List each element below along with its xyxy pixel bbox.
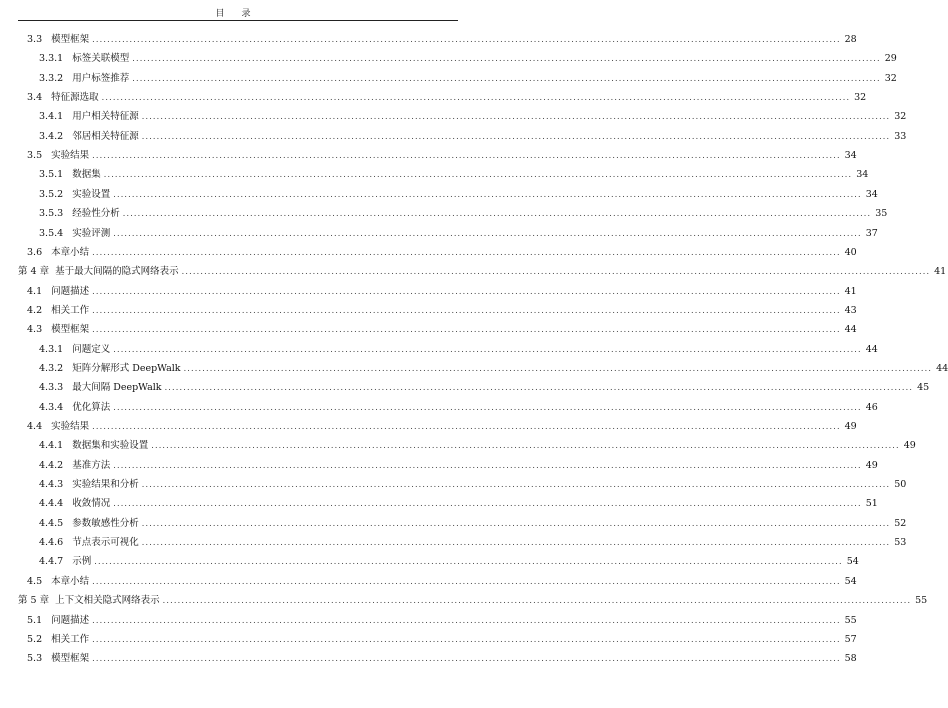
toc-dot-leader: ........................................................................................................................................................................................................ xyxy=(92,325,841,335)
toc-dot-leader: ........................................................................................................................................................................................................ xyxy=(162,596,912,606)
toc-entry-number: 4.3.3 xyxy=(39,382,64,394)
toc-entry-title: 数据集和实验设置 xyxy=(72,440,149,452)
toc-entry-title: 示例 xyxy=(72,556,92,568)
toc-entry-title: 实验结果 xyxy=(51,421,90,432)
toc-entry-title: 收敛情况 xyxy=(72,498,111,510)
toc-entry-number: 4.4.6 xyxy=(39,537,64,549)
toc-entry-number: 4.2 xyxy=(27,304,43,316)
toc-chapter-entry[interactable] xyxy=(18,264,947,280)
toc-dot-leader: ........................................................................................................................................................................................................ xyxy=(141,538,891,548)
toc-entry[interactable] xyxy=(27,90,867,106)
toc-entry-title: 实验结果和分析 xyxy=(72,479,139,491)
toc-entry-title: 特征源选取 xyxy=(51,92,99,104)
toc-entry-title: 模型框架 xyxy=(51,34,90,45)
toc-entry-number: 3.5 xyxy=(27,150,43,162)
toc-entry-page-number: 53 xyxy=(894,537,907,549)
toc-entry[interactable] xyxy=(39,400,878,416)
toc-entry-title: 数据集 xyxy=(72,169,101,181)
toc-entry[interactable] xyxy=(27,284,857,300)
toc-entry-page-number: 46 xyxy=(865,401,878,413)
toc-entry-number: 4.3.1 xyxy=(39,343,64,355)
toc-entry-number: 3.3.2 xyxy=(39,72,64,84)
toc-dot-leader: ........................................................................................................................................................................................................ xyxy=(113,402,862,412)
toc-entry-page-number: 35 xyxy=(875,208,888,220)
toc-dot-leader: ........................................................................................................................................................................................................ xyxy=(92,305,841,315)
toc-entry-page-number: 52 xyxy=(894,517,907,529)
toc-dot-leader: ........................................................................................................................................................................................................ xyxy=(101,93,851,103)
toc-entry-number: 4.4.1 xyxy=(39,440,64,452)
toc-entry-number: 3.5.2 xyxy=(39,188,64,200)
toc-dot-leader: ........................................................................................................................................................................................................ xyxy=(92,576,841,586)
toc-dot-leader: ........................................................................................................................................................................................................ xyxy=(92,286,841,296)
toc-entry-title: 用户相关特征源 xyxy=(72,111,139,123)
toc-entry[interactable] xyxy=(39,380,930,396)
toc-entry-number: 4.4.3 xyxy=(39,479,64,491)
toc-entry-page-number: 49 xyxy=(844,421,857,432)
toc-entry[interactable] xyxy=(39,226,878,242)
running-head-title: 目 录 xyxy=(215,9,255,19)
toc-entry-title: 模型框架 xyxy=(51,324,90,336)
toc-dot-leader: ........................................................................................................................................................................................................ xyxy=(113,499,862,509)
toc-entry-page-number: 49 xyxy=(903,440,916,452)
toc-entry-page-number: 34 xyxy=(865,188,878,200)
toc-entry-title: 模型框架 xyxy=(51,653,90,665)
toc-entry-title: 矩阵分解形式 DeepWalk xyxy=(72,362,181,374)
toc-entry[interactable] xyxy=(27,419,857,435)
toc-dot-leader: ........................................................................................................................................................................................................ xyxy=(141,131,891,141)
toc-entry-title: 参数敏感性分析 xyxy=(72,517,139,529)
toc-entry-title: 本章小结 xyxy=(51,246,90,258)
toc-entry[interactable] xyxy=(39,71,897,87)
toc-dot-leader: ........................................................................................................................................................................................................ xyxy=(151,441,900,451)
header-rule xyxy=(18,20,458,21)
toc-entry-title: 最大间隔 DeepWalk xyxy=(72,382,162,394)
toc-entry-title: 基准方法 xyxy=(72,459,111,471)
toc-chapter-entry[interactable] xyxy=(18,593,928,609)
toc-entry-number: 3.4 xyxy=(27,92,43,104)
toc-entry[interactable] xyxy=(39,206,888,222)
toc-entry[interactable] xyxy=(39,477,907,493)
toc-entry-number: 3.5.4 xyxy=(39,227,64,239)
toc-dot-leader: ........................................................................................................................................................................................................ xyxy=(141,480,891,490)
toc-entry-page-number: 29 xyxy=(884,53,897,65)
toc-entry-page-number: 37 xyxy=(865,227,878,239)
toc-entry[interactable] xyxy=(39,496,878,512)
toc-entry-number: 4.5 xyxy=(27,575,43,587)
toc-entry-title: 相关工作 xyxy=(51,304,90,316)
toc-dot-leader: ........................................................................................................................................................................................................ xyxy=(92,634,841,644)
toc-entry[interactable] xyxy=(39,129,907,145)
toc-entry-page-number: 34 xyxy=(856,169,869,181)
toc-entry-number: 5.2 xyxy=(27,633,43,645)
toc-entry-number: 4.3 xyxy=(27,324,43,336)
toc-entry-number: 4.4.4 xyxy=(39,498,64,510)
toc-entry-number: 4.4.7 xyxy=(39,556,64,568)
toc-entry-page-number: 54 xyxy=(846,556,859,568)
toc-entry-page-number: 44 xyxy=(865,343,878,355)
toc-entry-title: 基于最大间隔的隐式网络表示 xyxy=(55,266,179,278)
toc-entry[interactable] xyxy=(27,245,857,261)
toc-entry-title: 上下文相关隐式网络表示 xyxy=(55,595,160,607)
toc-dot-leader: ........................................................................................................................................................................................................ xyxy=(94,557,843,567)
toc-entry-number: 3.4.2 xyxy=(39,130,64,142)
toc-entry-page-number: 58 xyxy=(844,653,857,665)
toc-entry-page-number: 45 xyxy=(917,382,930,394)
toc-entry-page-number: 55 xyxy=(844,614,857,626)
toc-entry-page-number: 32 xyxy=(854,92,867,104)
toc-entry-number: 3.3 xyxy=(27,34,43,45)
toc-entry-title: 本章小结 xyxy=(51,575,90,587)
toc-entry[interactable] xyxy=(27,632,857,648)
toc-entry[interactable] xyxy=(39,361,948,377)
toc-dot-leader: ........................................................................................................................................................................................................ xyxy=(92,35,841,44)
toc-entry-number: 4.1 xyxy=(27,285,43,297)
toc-entry-title: 相关工作 xyxy=(51,633,90,645)
toc-entry-number: 4.4 xyxy=(27,421,43,432)
toc-entry-page-number: 41 xyxy=(844,285,857,297)
toc-entry-number: 3.6 xyxy=(27,246,43,258)
toc-entry-page-number: 41 xyxy=(934,266,947,278)
toc-entry[interactable] xyxy=(27,303,857,319)
toc-entry-page-number: 44 xyxy=(844,324,857,336)
toc-entry[interactable] xyxy=(27,32,857,48)
toc-entry-title: 问题描述 xyxy=(51,285,90,297)
toc-dot-leader: ........................................................................................................................................................................................................ xyxy=(141,518,891,528)
toc-entry-page-number: 55 xyxy=(915,595,928,607)
toc-dot-leader: ........................................................................................................................................................................................................ xyxy=(132,73,881,83)
toc-dot-leader: ........................................................................................................................................................................................................ xyxy=(141,112,891,122)
toc-entry[interactable] xyxy=(39,187,878,203)
toc-entry[interactable] xyxy=(27,322,857,338)
toc-entry[interactable] xyxy=(39,167,869,183)
toc-entry-title: 实验结果 xyxy=(51,150,90,162)
toc-entry-page-number: 32 xyxy=(884,72,897,84)
toc-dot-leader: ........................................................................................................................................................................................................ xyxy=(92,615,841,625)
toc-entry-number: 5.1 xyxy=(27,614,43,626)
toc-dot-leader: ........................................................................................................................................................................................................ xyxy=(181,267,931,277)
toc-entry[interactable] xyxy=(39,438,916,454)
toc-entry[interactable] xyxy=(27,613,857,629)
toc-entry-page-number: 49 xyxy=(865,459,878,471)
toc-entry-number: 4.4.2 xyxy=(39,459,64,471)
toc-entry-number: 3.5.3 xyxy=(39,208,64,220)
toc-entry-title: 邻居相关特征源 xyxy=(72,130,139,142)
toc-dot-leader: ........................................................................................................................................................................................................ xyxy=(92,422,841,431)
toc-dot-leader: ........................................................................................................................................................................................................ xyxy=(92,151,841,161)
toc-entry-page-number: 57 xyxy=(844,633,857,645)
toc-entry-number: 5.3 xyxy=(27,653,43,665)
toc-entry-title: 经验性分析 xyxy=(72,208,120,220)
toc-entry-page-number: 44 xyxy=(936,362,948,374)
toc-dot-leader: ........................................................................................................................................................................................................ xyxy=(132,54,881,64)
toc-entry-page-number: 54 xyxy=(844,575,857,587)
toc-entry-number: 4.3.4 xyxy=(39,401,64,413)
toc-entry-number: 第 5 章 xyxy=(18,595,50,607)
toc-dot-leader: ........................................................................................................................................................................................................ xyxy=(183,363,933,373)
toc-entry-page-number: 34 xyxy=(844,150,857,162)
toc-entry-number: 3.5.1 xyxy=(39,169,64,181)
toc-dot-leader: ........................................................................................................................................................................................................ xyxy=(122,209,872,219)
toc-entry-page-number: 51 xyxy=(865,498,878,510)
toc-dot-leader: ........................................................................................................................................................................................................ xyxy=(113,189,862,199)
toc-dot-leader: ........................................................................................................................................................................................................ xyxy=(113,460,862,470)
toc-entry-number: 第 4 章 xyxy=(18,266,50,278)
toc-entry[interactable] xyxy=(39,109,907,125)
toc-dot-leader: ........................................................................................................................................................................................................ xyxy=(113,228,862,238)
toc-entry-title: 问题描述 xyxy=(51,614,90,626)
toc-entry-title: 节点表示可视化 xyxy=(72,537,139,549)
toc-entry-title: 优化算法 xyxy=(72,401,111,413)
toc-entry[interactable] xyxy=(39,342,878,358)
toc-entry-page-number: 32 xyxy=(894,111,907,123)
toc-entry[interactable] xyxy=(39,458,878,474)
toc-entry-number: 4.4.5 xyxy=(39,517,64,529)
toc-entry-title: 用户标签推荐 xyxy=(72,72,130,84)
toc-entry-title: 实验评测 xyxy=(72,227,111,239)
toc-entry[interactable] xyxy=(39,535,907,551)
toc-entry-page-number: 33 xyxy=(894,130,907,142)
toc-entry[interactable] xyxy=(39,516,907,532)
toc-entry-page-number: 43 xyxy=(844,304,857,316)
toc-entry-number: 4.3.2 xyxy=(39,362,64,374)
toc-entry-number: 3.3.1 xyxy=(39,53,64,65)
toc-entry-page-number: 40 xyxy=(844,246,857,258)
toc-entry-title: 标签关联模型 xyxy=(72,53,130,65)
toc-entry-number: 3.4.1 xyxy=(39,111,64,123)
toc-dot-leader: ........................................................................................................................................................................................................ xyxy=(113,344,862,354)
toc-entry[interactable] xyxy=(39,51,897,67)
toc-entry[interactable] xyxy=(39,554,859,570)
toc-dot-leader: ........................................................................................................................................................................................................ xyxy=(92,247,841,257)
toc-entry-page-number: 28 xyxy=(844,34,857,45)
toc-entry[interactable] xyxy=(27,574,857,590)
toc-entry[interactable] xyxy=(27,651,857,667)
toc-dot-leader: ........................................................................................................................................................................................................ xyxy=(103,170,853,180)
toc-entry[interactable] xyxy=(27,148,857,164)
toc-entry-title: 问题定义 xyxy=(72,343,111,355)
toc-entry-title: 实验设置 xyxy=(72,188,111,200)
toc-entry-page-number: 50 xyxy=(894,479,907,491)
toc-dot-leader: ........................................................................................................................................................................................................ xyxy=(164,383,914,393)
toc-dot-leader: ........................................................................................................................................................................................................ xyxy=(92,654,841,664)
